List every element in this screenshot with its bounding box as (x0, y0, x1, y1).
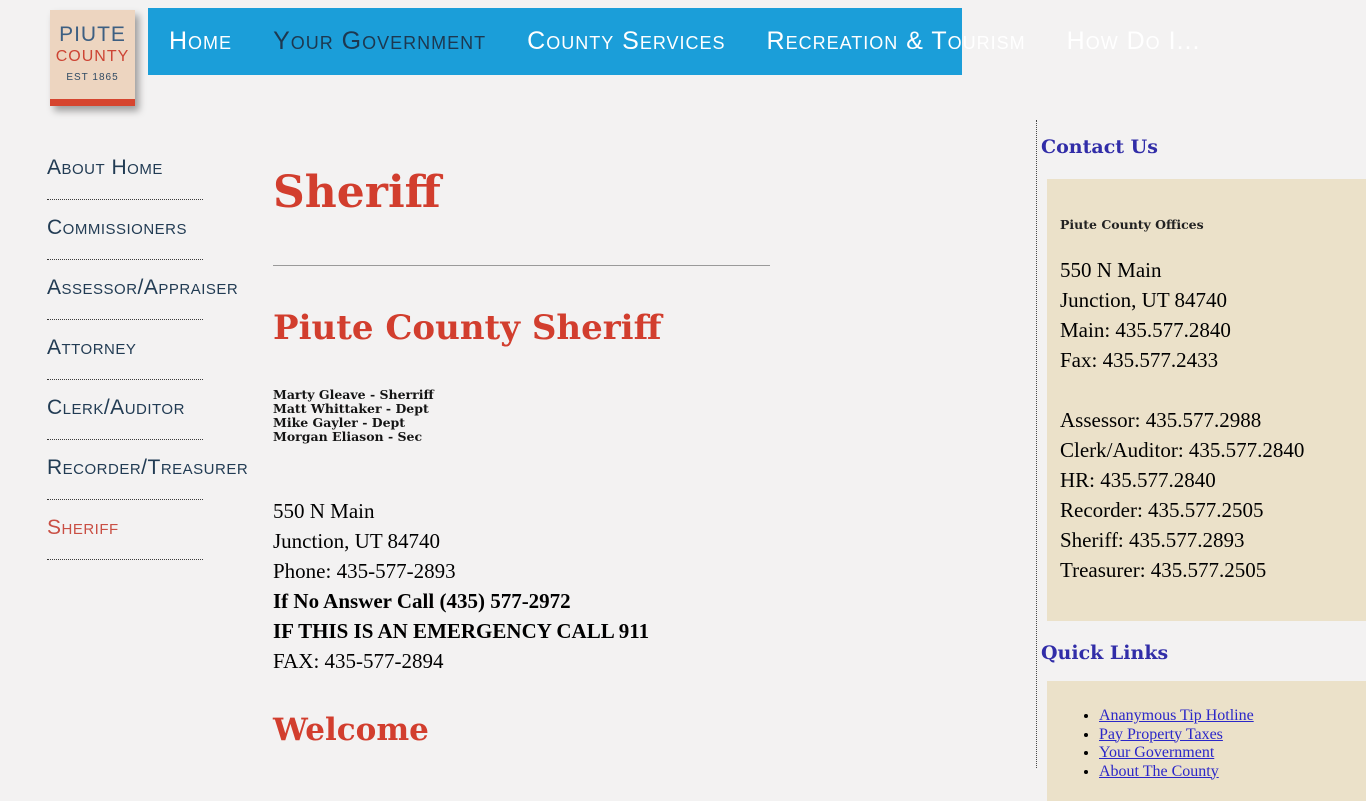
logo-piute-text: PIUTE (59, 23, 126, 46)
quick-link-item (1099, 707, 1366, 726)
logo-county-text: COUNTY (55, 48, 130, 65)
link-about-the-county[interactable]: About The County (1099, 762, 1219, 780)
contact-line: HR: 435.577.2840 (1060, 468, 1216, 492)
logo-est-text: EST 1865 (66, 72, 119, 83)
contact-line: Treasurer: 435.577.2505 (1060, 558, 1267, 582)
contact-line: Sheriff: 435.577.2893 (1060, 528, 1245, 552)
top-navbar (148, 8, 1201, 75)
quick-links-heading: Quick Links (1041, 642, 1169, 664)
quick-link-item (1099, 726, 1366, 745)
contact-line: Junction, UT 84740 (1060, 288, 1228, 312)
page-title: Sheriff (273, 167, 441, 218)
quick-link-item (1099, 744, 1366, 763)
address-line: Junction, UT 84740 (273, 528, 441, 553)
quick-links-list (1099, 707, 1366, 781)
contact-line: Clerk/Auditor: 435.577.2840 (1060, 438, 1305, 462)
contact-line-spacer (1060, 375, 1366, 405)
link-anonymous-tip-hotline[interactable]: Ananymous Tip Hotline (1099, 707, 1254, 724)
staff-list (273, 388, 770, 444)
link-pay-property-taxes[interactable]: Pay Property Taxes (1099, 725, 1223, 743)
contact-info-box (1047, 179, 1366, 621)
content-divider (273, 265, 770, 266)
contact-line: Main: 435.577.2840 (1060, 318, 1231, 342)
staff-member: Marty Gleave - Sherriff (273, 386, 434, 402)
contact-box-title: Piute County Offices (1060, 217, 1204, 232)
sidebar-item-assessor-appraiser[interactable]: Assessor/Appraiser (47, 260, 203, 320)
welcome-heading: Welcome (273, 711, 429, 748)
sidebar-item-attorney[interactable]: Attorney (47, 320, 203, 380)
quick-links-box (1047, 681, 1366, 801)
nav-item-county-services[interactable]: County Services (527, 27, 726, 55)
section-title: Piute County Sheriff (273, 307, 662, 348)
nav-item-your-government[interactable]: Your Government (273, 27, 487, 55)
staff-member: Matt Whittaker - Dept (273, 400, 429, 416)
office-address-block (273, 496, 770, 676)
right-sidebar (1036, 120, 1366, 780)
contact-line: 550 N Main (1060, 258, 1162, 282)
left-sidebar (47, 140, 249, 560)
contact-us-heading: Contact Us (1041, 136, 1158, 158)
contact-line: Fax: 435.577.2433 (1060, 348, 1219, 372)
sidebar-item-recorder-treasurer[interactable]: Recorder/Treasurer (47, 440, 203, 500)
contact-line: Recorder: 435.577.2505 (1060, 498, 1264, 522)
county-logo[interactable] (50, 10, 135, 106)
nav-item-how-do-i[interactable]: How Do I... (1066, 27, 1201, 55)
no-answer-line: If No Answer Call (435) 577-2972 (273, 588, 571, 613)
nav-item-home[interactable]: Home (169, 27, 233, 55)
main-content (273, 168, 770, 748)
address-line: 550 N Main (273, 498, 375, 523)
sidebar-item-about-home[interactable]: About Home (47, 140, 203, 200)
sidebar-item-sheriff[interactable]: Sheriff (47, 500, 203, 560)
link-your-government[interactable]: Your Government (1099, 744, 1215, 761)
contact-line: Assessor: 435.577.2988 (1060, 408, 1262, 432)
staff-member: Mike Gayler - Dept (273, 414, 406, 430)
sidebar-item-clerk-auditor[interactable]: Clerk/Auditor (47, 380, 203, 440)
staff-member: Morgan Eliason - Sec (273, 428, 423, 444)
sidebar-item-commissioners[interactable]: Commissioners (47, 200, 203, 260)
nav-item-recreation-tourism[interactable]: Recreation & Tourism (766, 27, 1026, 55)
quick-link-item (1099, 763, 1366, 782)
emergency-line: IF THIS IS AN EMERGENCY CALL 911 (273, 618, 650, 643)
address-line: Phone: 435-577-2893 (273, 558, 456, 583)
fax-line: FAX: 435-577-2894 (273, 648, 444, 673)
